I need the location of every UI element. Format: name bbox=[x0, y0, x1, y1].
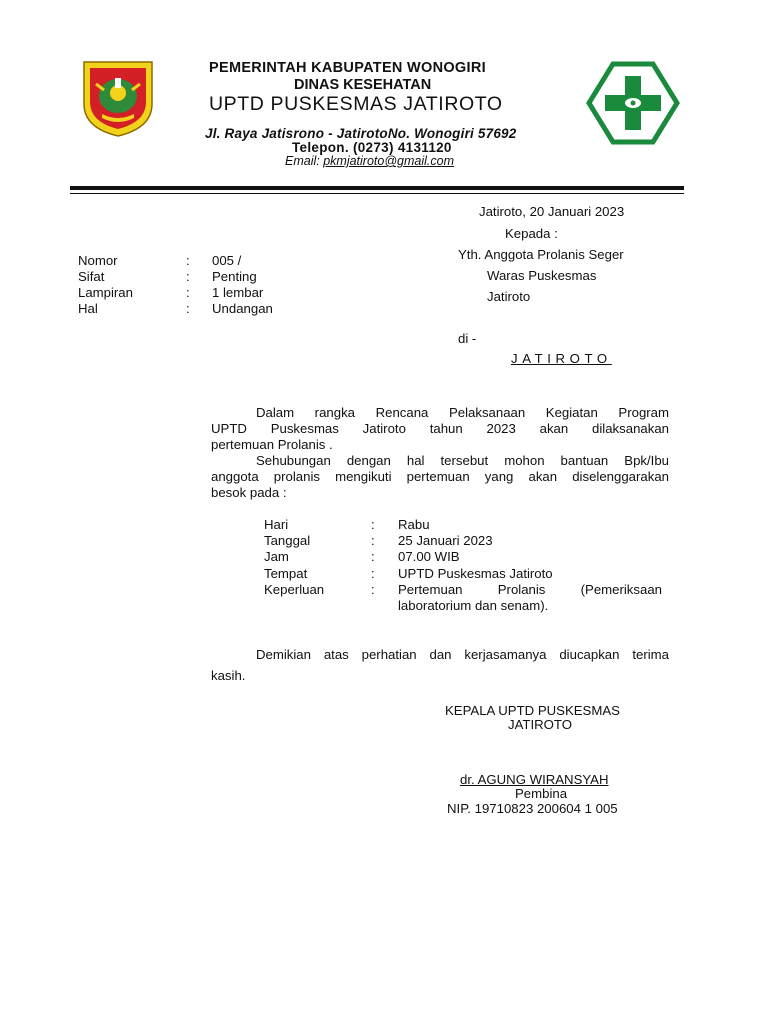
meta-value: Undangan bbox=[212, 301, 273, 316]
detail-label: Keperluan bbox=[264, 582, 325, 597]
letterhead-government: PEMERINTAH KABUPATEN WONOGIRI bbox=[209, 60, 486, 76]
paragraph-line: pertemuan Prolanis . bbox=[211, 437, 333, 452]
meta-value: 005 / bbox=[212, 253, 242, 268]
meta-colon: : bbox=[186, 301, 190, 316]
kepada-label: Kepada : bbox=[505, 226, 558, 241]
body-paragraph-2 bbox=[211, 453, 669, 501]
meta-colon: : bbox=[186, 253, 190, 268]
detail-colon: : bbox=[371, 549, 375, 564]
meta-value: 1 lembar bbox=[212, 285, 264, 300]
letterhead-address: Jl. Raya Jatisrono - JatirotoNo. Wonogiri 57692 bbox=[205, 126, 517, 141]
signatory-rank: Pembina bbox=[515, 786, 568, 801]
letterhead-department: DINAS KESEHATAN bbox=[294, 77, 432, 93]
meta-label: Hal bbox=[78, 301, 98, 316]
meta-colon: : bbox=[186, 269, 190, 284]
meta-value: Penting bbox=[212, 269, 257, 284]
place-date: Jatiroto, 20 Januari 2023 bbox=[479, 204, 625, 219]
paragraph-line: Dalam rangka Rencana Pelaksanaan Kegiatan Program bbox=[256, 405, 669, 420]
detail-colon: : bbox=[371, 517, 375, 532]
letterhead-phone: Telepon. (0273) 4131120 bbox=[292, 140, 452, 155]
detail-label: Hari bbox=[264, 517, 289, 532]
detail-value-continued: laboratorium dan senam). bbox=[398, 598, 549, 613]
meta-label: Lampiran bbox=[78, 285, 133, 300]
detail-colon: : bbox=[371, 582, 375, 597]
detail-colon: : bbox=[371, 533, 375, 548]
letterhead-institution: UPTD PUSKESMAS JATIROTO bbox=[209, 93, 503, 115]
signature-title-1: KEPALA UPTD PUSKESMAS bbox=[445, 703, 620, 718]
detail-label: Tanggal bbox=[264, 533, 311, 548]
closing-text: Demikian atas perhatian dan kerjasamanya diucapkan terima bbox=[256, 647, 669, 662]
detail-colon: : bbox=[371, 566, 375, 581]
paragraph-line: besok pada : bbox=[211, 485, 287, 500]
letterhead-rule-thin bbox=[70, 193, 684, 194]
detail-value: 25 Januari 2023 bbox=[398, 533, 493, 548]
paragraph-line: Sehubungan dengan hal tersebut mohon bantuan Bpk/Ibu bbox=[256, 453, 669, 468]
signatory-nip: NIP. 19710823 200604 1 005 bbox=[447, 801, 618, 816]
letterhead-email bbox=[285, 154, 454, 168]
letterhead-rule-thick bbox=[70, 186, 684, 190]
signatory-name: dr. AGUNG WIRANSYAH bbox=[460, 772, 609, 787]
email-label: Email: bbox=[285, 154, 324, 168]
paragraph-line: UPTD Puskesmas Jatiroto tahun 2023 akan dilaksanakan bbox=[211, 421, 669, 436]
di-label: di - bbox=[458, 331, 477, 346]
detail-value: UPTD Puskesmas Jatiroto bbox=[398, 566, 553, 581]
detail-label: Jam bbox=[264, 549, 289, 564]
recipient-line-2: Waras Puskesmas bbox=[487, 268, 597, 283]
meta-colon: : bbox=[186, 285, 190, 300]
puskesmas-cross-icon bbox=[585, 60, 681, 146]
signature-title-2: JATIROTO bbox=[508, 717, 572, 732]
recipient-line-1: Yth. Anggota Prolanis Seger bbox=[458, 247, 624, 262]
city-spaced: JATIROTO bbox=[511, 351, 612, 366]
closing-line-2: kasih. bbox=[211, 668, 246, 683]
email-link[interactable]: pkmjatiroto@gmail.com bbox=[323, 154, 454, 168]
detail-value: Pertemuan Prolanis (Pemeriksaan bbox=[398, 582, 662, 597]
detail-label: Tempat bbox=[264, 566, 308, 581]
meta-label: Sifat bbox=[78, 269, 105, 284]
detail-value: Rabu bbox=[398, 517, 430, 532]
detail-value: 07.00 WIB bbox=[398, 549, 460, 564]
regency-emblem-icon bbox=[80, 58, 156, 138]
closing-line-1 bbox=[211, 647, 669, 662]
paragraph-line: anggota prolanis mengikuti pertemuan yang akan diselenggarakan bbox=[211, 469, 669, 484]
body-paragraph-1 bbox=[211, 405, 669, 453]
meta-label: Nomor bbox=[78, 253, 118, 268]
recipient-line-3: Jatiroto bbox=[487, 289, 531, 304]
